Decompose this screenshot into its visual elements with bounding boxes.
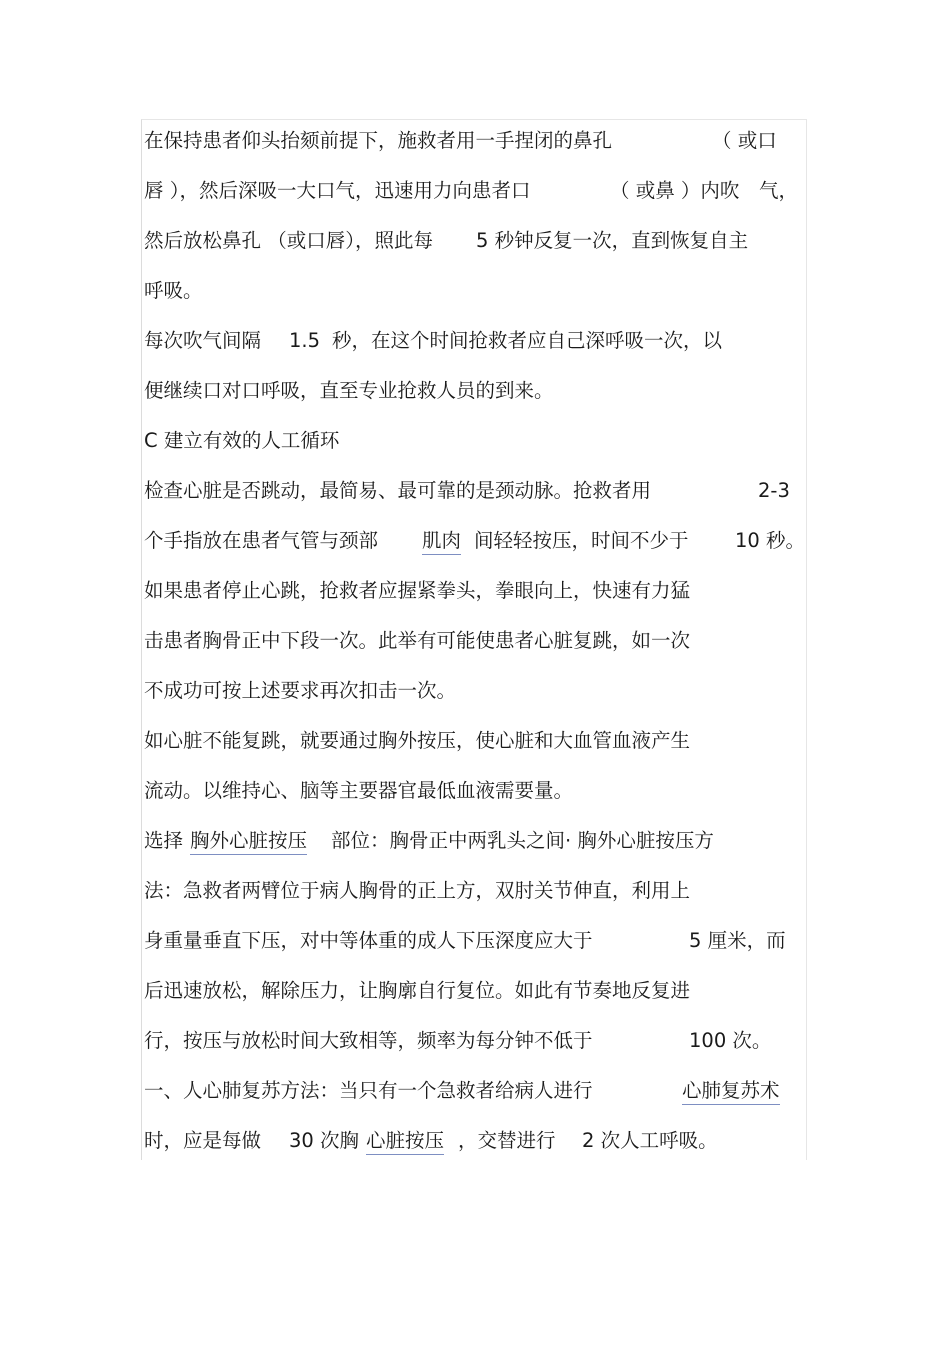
text-segment: 2-3: [758, 479, 790, 502]
text-segment: 2 次人工呼吸。: [582, 1129, 718, 1152]
text-segment: 在保持患者仰头抬颏前提下，施救者用一手捏闭的鼻孔: [144, 129, 613, 152]
text-segment: 每次吹气间隔: [144, 329, 262, 352]
text-segment: 如果患者停止心跳，抢救者应握紧拳头，拳眼向上，快速有力猛: [144, 579, 691, 602]
text-line: [144, 378, 554, 404]
text-segment: 部位：胸骨正中两乳头之间· 胸外心脏按压方: [331, 829, 714, 852]
text-line: [144, 128, 777, 154]
text-segment: C 建立有效的人工循环: [144, 429, 340, 452]
text-segment: （ 或口: [712, 129, 777, 152]
text-segment: 5 厘米，而: [689, 929, 786, 952]
text-line: [144, 528, 806, 554]
text-line: [144, 978, 691, 1004]
text-line: [144, 1128, 718, 1154]
text-line: [144, 628, 691, 654]
text-line: [144, 828, 714, 854]
link-muscle[interactable]: 肌肉: [422, 528, 461, 555]
text-line: [144, 278, 203, 304]
text-segment: 秒，在这个时间抢救者应自己深呼吸一次，以: [332, 329, 723, 352]
text-segment: 个手指放在患者气管与颈部: [144, 529, 379, 552]
text-segment: 流动。以维持心、脑等主要器官最低血液需要量。: [144, 779, 574, 802]
text-segment: 检查心脏是否跳动，最简易、最可靠的是颈动脉。抢救者用: [144, 479, 652, 502]
text-segment: 唇 ），然后深吸一大口气，迅速用力向患者口: [144, 179, 531, 202]
text-segment: 气，: [759, 179, 799, 202]
text-segment: 时，应是每做: [144, 1129, 262, 1152]
text-segment: 后迅速放松，解除压力，让胸廓自行复位。如此有节奏地反复进: [144, 979, 691, 1002]
text-segment: 间轻轻按压，时间不少于: [474, 529, 689, 552]
text-segment: 不成功可按上述要求再次扣击一次。: [144, 679, 457, 702]
text-line: [144, 328, 723, 354]
text-segment: 30 次胸: [289, 1129, 360, 1152]
text-segment: （ 或鼻 ）内吹: [610, 179, 740, 202]
text-line: [144, 228, 749, 254]
text-segment: 1.5: [289, 329, 321, 352]
text-segment: 如心脏不能复跳，就要通过胸外按压，使心脏和大血管血液产生: [144, 729, 691, 752]
text-segment: 法：急救者两臂位于病人胸骨的正上方，双肘关节伸直，利用上: [144, 879, 691, 902]
text-segment: 呼吸。: [144, 279, 203, 302]
text-line: [144, 1078, 780, 1104]
text-line: [144, 478, 790, 504]
text-line: [144, 778, 574, 804]
text-line: [144, 678, 457, 704]
link-heart-compression[interactable]: 心脏按压: [366, 1128, 444, 1155]
link-cpr[interactable]: 心肺复苏术: [682, 1078, 780, 1105]
text-segment: 击患者胸骨正中下段一次。此举有可能使患者心脏复跳，如一次: [144, 629, 691, 652]
text-segment: 100 次。: [689, 1029, 772, 1052]
text-segment: 身重量垂直下压，对中等体重的成人下压深度应大于: [144, 929, 593, 952]
text-segment: ，交替进行: [458, 1129, 556, 1152]
text-segment: 5 秒钟反复一次，直到恢复自主: [476, 229, 749, 252]
text-line: [144, 1028, 772, 1054]
section-heading: [144, 428, 340, 454]
link-chest-compression[interactable]: 胸外心脏按压: [190, 828, 307, 855]
text-line: [144, 928, 786, 954]
text-line: [144, 878, 691, 904]
text-line: [144, 178, 799, 204]
text-line: [144, 728, 691, 754]
text-segment: 10 秒。: [735, 529, 806, 552]
text-segment: 便继续口对口呼吸，直至专业抢救人员的到来。: [144, 379, 554, 402]
text-segment: 选择: [144, 829, 184, 852]
text-segment: 一、人心肺复苏方法：当只有一个急救者给病人进行: [144, 1079, 593, 1102]
text-line: [144, 578, 691, 604]
text-segment: 行，按压与放松时间大致相等，频率为每分钟不低于: [144, 1029, 593, 1052]
text-segment: 然后放松鼻孔 （或口唇），照此每: [144, 229, 433, 252]
